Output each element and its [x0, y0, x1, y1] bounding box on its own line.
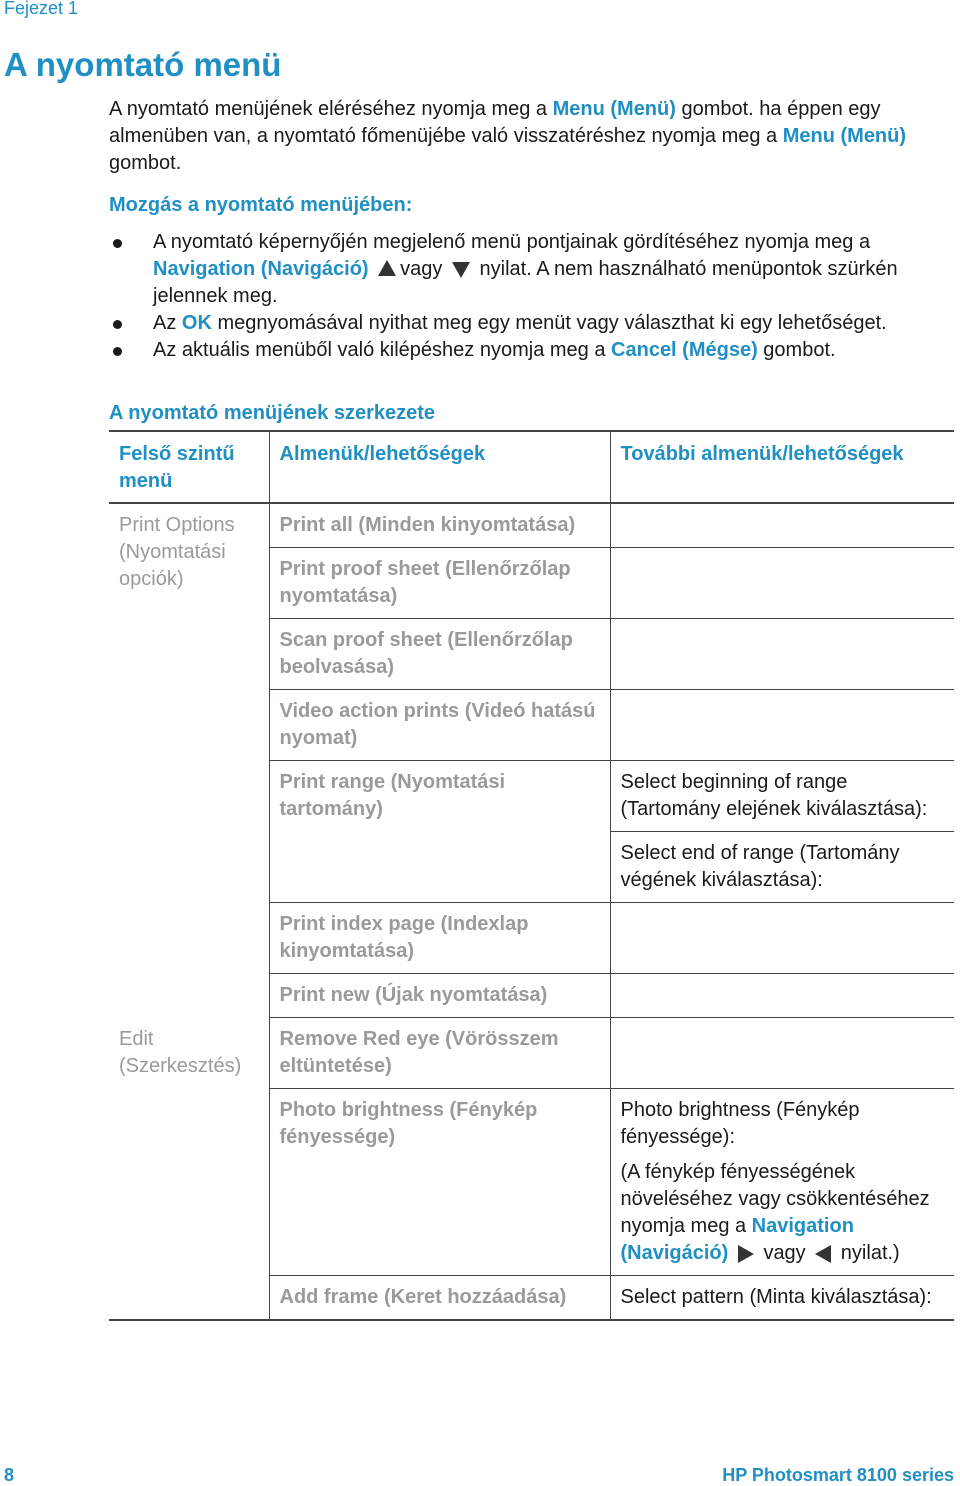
- table-row: [109, 503, 954, 548]
- navigation-heading: Mozgás a nyomtató menüjében:: [109, 194, 413, 216]
- product-series: HP Photosmart 8100 series: [722, 1465, 954, 1485]
- page-title: A nyomtató menü: [4, 46, 282, 83]
- submenu-print-index-page: Print index page (Indexlap kinyomtatása): [269, 903, 610, 974]
- bullet-text: A nyomtató képernyőjén megjelenő menü pontjainak gördítéséhez nyomja meg a: [153, 231, 871, 253]
- table-row: [109, 1018, 954, 1089]
- bullet-text-or: vagy: [400, 258, 443, 280]
- bullet-dot-icon: [113, 320, 122, 329]
- bullet-text: nyilat. A nem használható menüpontok szürkén jelennek meg.: [153, 258, 898, 307]
- navigation-bullet-list: [109, 229, 959, 364]
- up-arrow-icon: [378, 260, 396, 276]
- more-options-empty: [610, 690, 954, 761]
- navigation-button-ref: Navigation (Navigáció): [153, 258, 369, 280]
- menu-structure-table: [109, 430, 954, 1321]
- submenu-add-frame: Add frame (Keret hozzáadása): [269, 1276, 610, 1321]
- bullet-item-scroll: [109, 229, 959, 310]
- navigation-button-ref: Navigation (Navigáció): [620, 1215, 854, 1264]
- bullet-dot-icon: [113, 239, 122, 248]
- menu-button-ref-1: Menu (Menü): [552, 98, 676, 120]
- submenu-print-proof-sheet: Print proof sheet (Ellenőrzőlap nyomtatása): [269, 548, 610, 619]
- intro-text-3: gombot.: [109, 152, 182, 174]
- chapter-label: Fejezet 1: [4, 0, 79, 18]
- submenu-remove-red-eye: Remove Red eye (Vörösszem eltüntetése): [269, 1018, 610, 1089]
- top-menu-print-options: Print Options (Nyomtatási opciók): [119, 514, 235, 590]
- bullet-text: gombot.: [757, 339, 836, 361]
- column-header-more-submenus: További almenük/lehetőségek: [610, 431, 954, 503]
- cancel-button-ref: Cancel (Mégse): [611, 339, 758, 361]
- option-photo-brightness: [610, 1089, 954, 1276]
- more-options-empty: [610, 1018, 954, 1089]
- brightness-title: Photo brightness (Fénykép fényessége):: [620, 1099, 860, 1148]
- more-options-empty: [610, 503, 954, 548]
- intro-paragraph: [109, 96, 939, 177]
- column-header-top-menu: Felső szintű menü: [109, 431, 269, 503]
- brightness-instructions: [621, 1159, 945, 1267]
- more-options-empty: [610, 903, 954, 974]
- table-header-row: [109, 431, 954, 503]
- submenu-photo-brightness: Photo brightness (Fénykép fényessége): [269, 1089, 610, 1276]
- intro-text-2: gombot. ha éppen egy almenüben van, a nyomtató főmenüjébe való visszatéréshez nyomja meg a: [109, 98, 881, 147]
- bullet-item-ok: [109, 310, 959, 337]
- submenu-scan-proof-sheet: Scan proof sheet (Ellenőrzőlap beolvasása): [269, 619, 610, 690]
- bullet-text: megnyomásával nyithat meg egy menüt vagy választhat ki egy lehetőséget.: [211, 312, 887, 334]
- more-options-empty: [610, 974, 954, 1018]
- more-options-empty: [610, 548, 954, 619]
- submenu-print-new: Print new (Újak nyomtatása): [269, 974, 610, 1018]
- intro-text-1: A nyomtató menüjének eléréséhez nyomja meg a: [109, 98, 553, 120]
- brightness-text: (A fénykép fényességének növeléséhez vagy csökkentéséhez nyomja meg a: [620, 1161, 930, 1237]
- submenu-video-action-prints: Video action prints (Videó hatású nyomat): [269, 690, 610, 761]
- option-select-pattern: Select pattern (Minta kiválasztása):: [610, 1276, 954, 1321]
- bullet-text: Az aktuális menüből való kilépéshez nyomja meg a: [153, 339, 612, 361]
- option-select-range-end: Select end of range (Tartomány végének kiválasztása):: [610, 832, 954, 903]
- ok-button-ref: OK: [181, 312, 212, 334]
- right-arrow-icon: [738, 1245, 754, 1263]
- left-arrow-icon: [815, 1245, 831, 1263]
- submenu-print-all: Print all (Minden kinyomtatása): [269, 503, 610, 548]
- top-menu-edit: Edit (Szerkesztés): [109, 1018, 269, 1321]
- down-arrow-icon: [452, 262, 470, 278]
- bullet-dot-icon: [113, 347, 122, 356]
- structure-heading: A nyomtató menüjének szerkezete: [109, 402, 436, 424]
- brightness-text-or: vagy: [763, 1242, 806, 1264]
- menu-button-ref-2: Menu (Menü): [782, 125, 907, 147]
- bullet-text: Az: [153, 312, 182, 334]
- brightness-text: nyilat.): [835, 1242, 900, 1264]
- submenu-print-range: Print range (Nyomtatási tartomány): [269, 761, 610, 903]
- page-number: 8: [4, 1465, 15, 1485]
- bullet-item-cancel: [109, 337, 959, 364]
- option-select-range-beginning: Select beginning of range (Tartomány elejének kiválasztása):: [610, 761, 954, 832]
- more-options-empty: [610, 619, 954, 690]
- column-header-submenus: Almenük/lehetőségek: [269, 431, 610, 503]
